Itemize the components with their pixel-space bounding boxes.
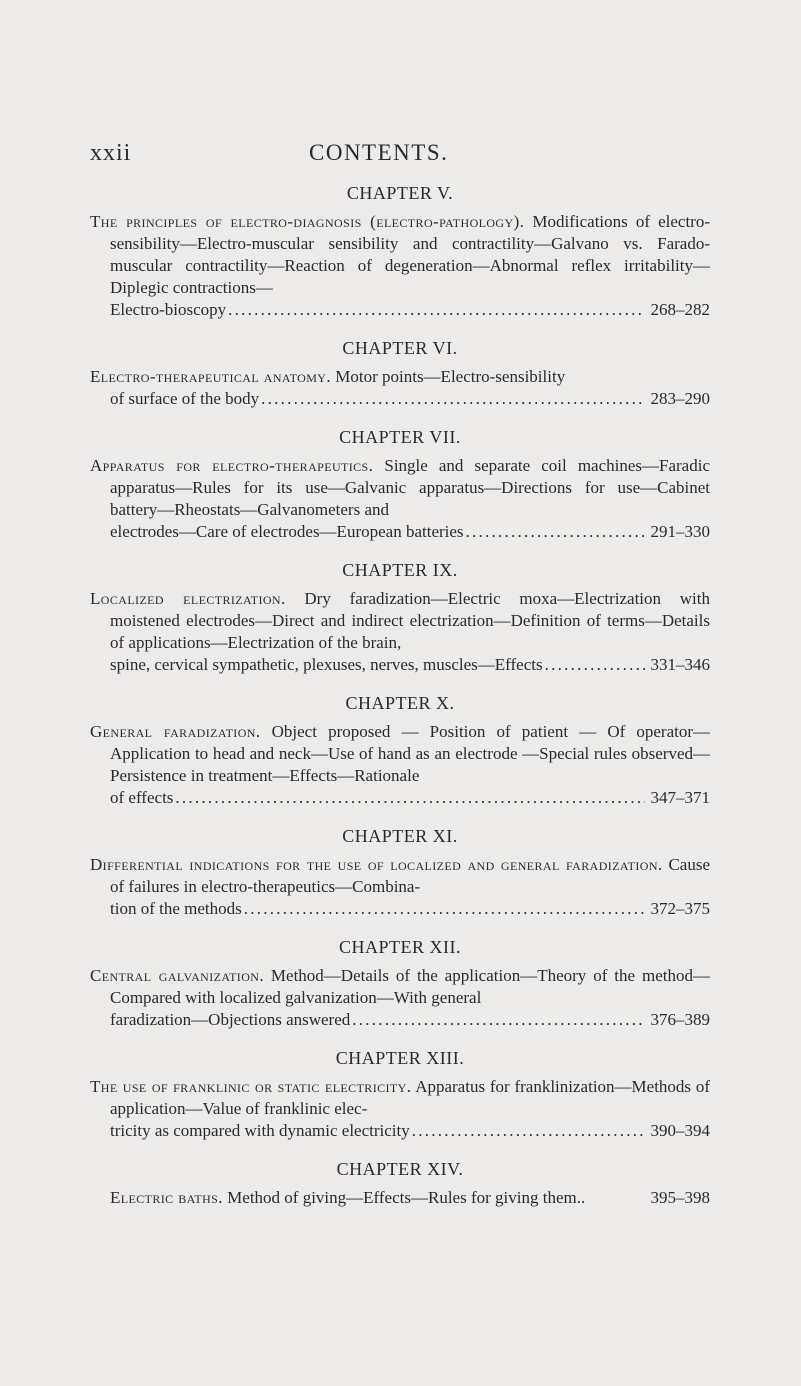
- toc-chapter-vii: [90, 425, 710, 543]
- chapter-entry: [90, 211, 710, 321]
- entry-last-line: [110, 521, 710, 543]
- dot-leader: [412, 1120, 645, 1142]
- chapter-title: CHAPTER XIV.: [336, 1159, 464, 1179]
- page-range: 376–389: [650, 1010, 710, 1029]
- page-range: 390–394: [650, 1121, 710, 1140]
- chapter-summary: Dry faradization—Electric moxa—Electrization with moistened electrodes—Direct and indirect electrization—Definition of terms—Details of applications—Electrization of the brain,: [110, 589, 710, 652]
- page-range: 395–398: [650, 1188, 710, 1207]
- chapter-entry: [90, 588, 710, 676]
- chapter-heading: Localized electrization.: [90, 589, 286, 608]
- dot-leader: [352, 1009, 644, 1031]
- chapter-summary: Motor points—Electro-sensibility: [335, 367, 566, 386]
- chapter-heading: The principles of electro-diagnosis (electro-pathology).: [90, 212, 525, 231]
- page-range: 331–346: [650, 655, 710, 674]
- chapter-heading: Differential indications for the use of localized and general faradization.: [90, 855, 663, 874]
- chapter-summary: Modifications of electro-sensibility—Electro-muscular sensibility and contractility—Galvano vs. Farado-muscular contractility—Reaction of degeneration—Abnormal reflex irritability—Diplegic contractions—: [110, 212, 710, 297]
- entry-last-line: [110, 1187, 710, 1209]
- page-range: 347–371: [650, 788, 710, 807]
- chapter-heading-line: [110, 1187, 585, 1209]
- toc-chapter-v: [90, 181, 710, 321]
- chapter-summary-end: of effects: [110, 788, 174, 807]
- toc-chapter-xiii: [90, 1046, 710, 1142]
- dot-leader: [228, 299, 644, 321]
- chapter-entry: [90, 721, 710, 809]
- toc-chapter-xii: [90, 935, 710, 1031]
- chapter-heading: Central galvanization.: [90, 966, 264, 985]
- chapter-entry: [90, 366, 710, 410]
- entry-last-line: [110, 787, 710, 809]
- chapter-summary: Cause of failures in electro-therapeutics—Combina-: [110, 855, 710, 896]
- chapter-summary-end: tion of the methods: [110, 899, 242, 918]
- chapter-heading: General faradization.: [90, 722, 261, 741]
- chapter-summary: Object proposed — Position of patient — Of operator—Application to head and neck—Use of hand as an electrode —Special rules observed—Persistence in treatment—Effects—Rationale: [110, 722, 711, 785]
- chapter-summary-end: tricity as compared with dynamic electricity: [110, 1121, 410, 1140]
- chapter-heading: Apparatus for electro-therapeutics.: [90, 456, 374, 475]
- page-range: 372–375: [650, 899, 710, 918]
- chapter-entry: [90, 1187, 710, 1209]
- chapter-summary-end: spine, cervical sympathetic, plexuses, nerves, muscles—Effects: [110, 655, 543, 674]
- chapter-summary: Single and separate coil machines—Faradic apparatus—Rules for its use—Galvanic apparatus—Directions for use—Cabinet battery—Rheostats—Galvanometers and: [110, 456, 711, 519]
- chapter-summary-end: faradization—Objections answered: [110, 1010, 351, 1029]
- dot-leader: [545, 654, 645, 676]
- entry-last-line: [110, 654, 710, 676]
- chapter-entry: [90, 1076, 710, 1142]
- entry-last-line: [110, 1120, 710, 1142]
- page-range: 268–282: [650, 300, 710, 319]
- chapter-entry: [90, 965, 710, 1031]
- page-range: 291–330: [650, 522, 710, 541]
- page-number: xxii: [90, 140, 132, 166]
- chapter-title: CHAPTER XI.: [342, 826, 458, 846]
- chapter-title: CHAPTER VI.: [342, 338, 458, 358]
- chapter-entry: [90, 455, 710, 543]
- dot-leader: [175, 787, 644, 809]
- toc-chapter-ix: [90, 558, 710, 676]
- entry-last-line: [110, 898, 710, 920]
- toc-chapter-x: [90, 691, 710, 809]
- chapter-summary-end: of surface of the body: [110, 389, 260, 408]
- toc-chapter-xi: [90, 824, 710, 920]
- toc-chapter-vi: [90, 336, 710, 410]
- entry-last-line: [110, 388, 710, 410]
- chapter-title: CHAPTER XII.: [339, 937, 461, 957]
- dot-leader: [244, 898, 645, 920]
- dot-leader: [466, 521, 645, 543]
- entry-last-line: [110, 299, 710, 321]
- chapter-entry: [90, 854, 710, 920]
- chapter-title: CHAPTER V.: [346, 183, 454, 203]
- chapter-summary: Apparatus for franklinization—Methods of application—Value of franklinic elec-: [110, 1077, 710, 1118]
- chapter-summary-end: electrodes—Care of electrodes—European batteries: [110, 522, 464, 541]
- table-of-contents: [90, 181, 710, 1224]
- chapter-heading: The use of franklinic or static electricity.: [90, 1077, 412, 1096]
- running-title: CONTENTS.: [309, 140, 449, 165]
- chapter-heading: Electric baths.: [110, 1188, 223, 1207]
- chapter-summary: Method—Details of the application—Theory of the method—Compared with localized galvanization—With general: [110, 966, 710, 1007]
- entry-last-line: [110, 1009, 710, 1031]
- chapter-heading: Electro-therapeutical anatomy.: [90, 367, 331, 386]
- chapter-title: CHAPTER IX.: [342, 560, 458, 580]
- chapter-summary-end: Electro-bioscopy: [110, 300, 227, 319]
- page-range: 283–290: [650, 389, 710, 408]
- chapter-title: CHAPTER X.: [345, 693, 455, 713]
- chapter-summary-end: Method of giving—Effects—Rules for giving them..: [227, 1188, 586, 1207]
- chapter-title: CHAPTER VII.: [339, 427, 461, 447]
- dot-leader: [261, 388, 644, 410]
- running-header: [90, 140, 710, 170]
- chapter-title: CHAPTER XIII.: [335, 1048, 465, 1068]
- toc-chapter-xiv: [90, 1157, 710, 1209]
